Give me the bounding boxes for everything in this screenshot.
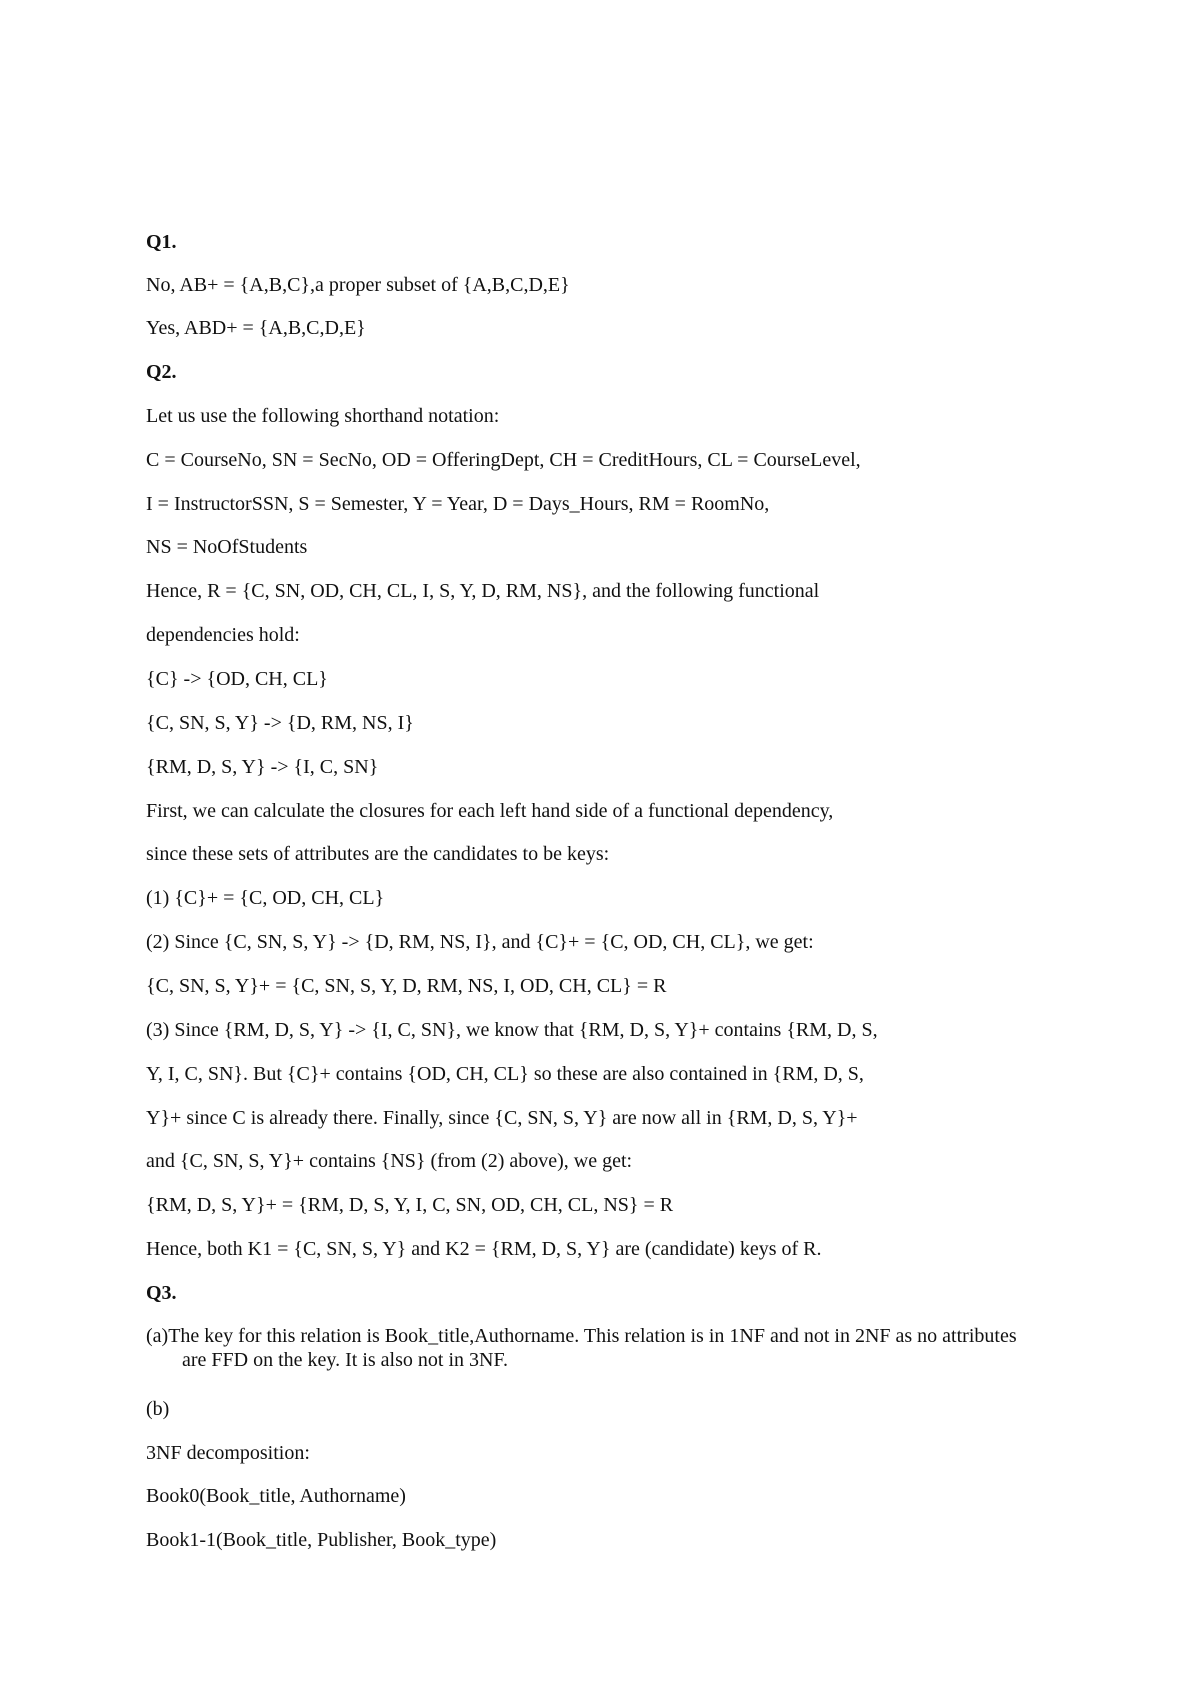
q2-line: Hence, R = {C, SN, OD, CH, CL, I, S, Y, D, RM, NS}, and the following functional: [146, 580, 820, 602]
q2-line: dependencies hold:: [146, 624, 300, 646]
q3-paragraph-a: (a)The key for this relation is Book_title,Authorname. This relation is in 1NF and not in 2NF as no attributes are FFD on the key. It is also not in 3NF.: [146, 1325, 1017, 1371]
q1-answer-line: No, AB+ = {A,B,C},a proper subset of {A,B,C,D,E}: [146, 274, 570, 296]
q2-line: I = InstructorSSN, S = Semester, Y = Year, D = Days_Hours, RM = RoomNo,: [146, 493, 770, 515]
q2-line: Hence, both K1 = {C, SN, S, Y} and K2 = {RM, D, S, Y} are (candidate) keys of R.: [146, 1238, 822, 1260]
q2-line: (3) Since {RM, D, S, Y} -> {I, C, SN}, we know that {RM, D, S, Y}+ contains {RM, D, S,: [146, 1019, 878, 1041]
q2-heading: Q2.: [146, 361, 177, 383]
q2-line: Y}+ since C is already there. Finally, since {C, SN, S, Y} are now all in {RM, D, S, Y}+: [146, 1107, 858, 1129]
q2-line: {RM, D, S, Y} -> {I, C, SN}: [146, 756, 379, 778]
q2-line: C = CourseNo, SN = SecNo, OD = OfferingDept, CH = CreditHours, CL = CourseLevel,: [146, 449, 861, 471]
q3-line: 3NF decomposition:: [146, 1442, 310, 1464]
q2-line: First, we can calculate the closures for each left hand side of a functional dependency,: [146, 800, 834, 822]
q2-line: Let us use the following shorthand notation:: [146, 405, 500, 427]
q3-line: (b): [146, 1398, 170, 1420]
q1-heading: Q1.: [146, 231, 177, 253]
q2-line: NS = NoOfStudents: [146, 536, 308, 558]
q2-line: {C, SN, S, Y} -> {D, RM, NS, I}: [146, 712, 414, 734]
q3-line: Book0(Book_title, Authorname): [146, 1485, 406, 1507]
q3-line: Book1-1(Book_title, Publisher, Book_type): [146, 1529, 497, 1551]
q2-line: and {C, SN, S, Y}+ contains {NS} (from (2) above), we get:: [146, 1150, 633, 1172]
q1-answer-line: Yes, ABD+ = {A,B,C,D,E}: [146, 317, 366, 339]
q2-line: (2) Since {C, SN, S, Y} -> {D, RM, NS, I}, and {C}+ = {C, OD, CH, CL}, we get:: [146, 931, 814, 953]
q2-line: since these sets of attributes are the candidates to be keys:: [146, 843, 610, 865]
q2-line: {C} -> {OD, CH, CL}: [146, 668, 328, 690]
q2-line: {RM, D, S, Y}+ = {RM, D, S, Y, I, C, SN, OD, CH, CL, NS} = R: [146, 1194, 674, 1216]
q2-line: (1) {C}+ = {C, OD, CH, CL}: [146, 887, 385, 909]
q3-heading: Q3.: [146, 1282, 177, 1304]
q2-line: Y, I, C, SN}. But {C}+ contains {OD, CH, CL} so these are also contained in {RM, D, S,: [146, 1063, 864, 1085]
q2-line: {C, SN, S, Y}+ = {C, SN, S, Y, D, RM, NS, I, OD, CH, CL} = R: [146, 975, 667, 997]
